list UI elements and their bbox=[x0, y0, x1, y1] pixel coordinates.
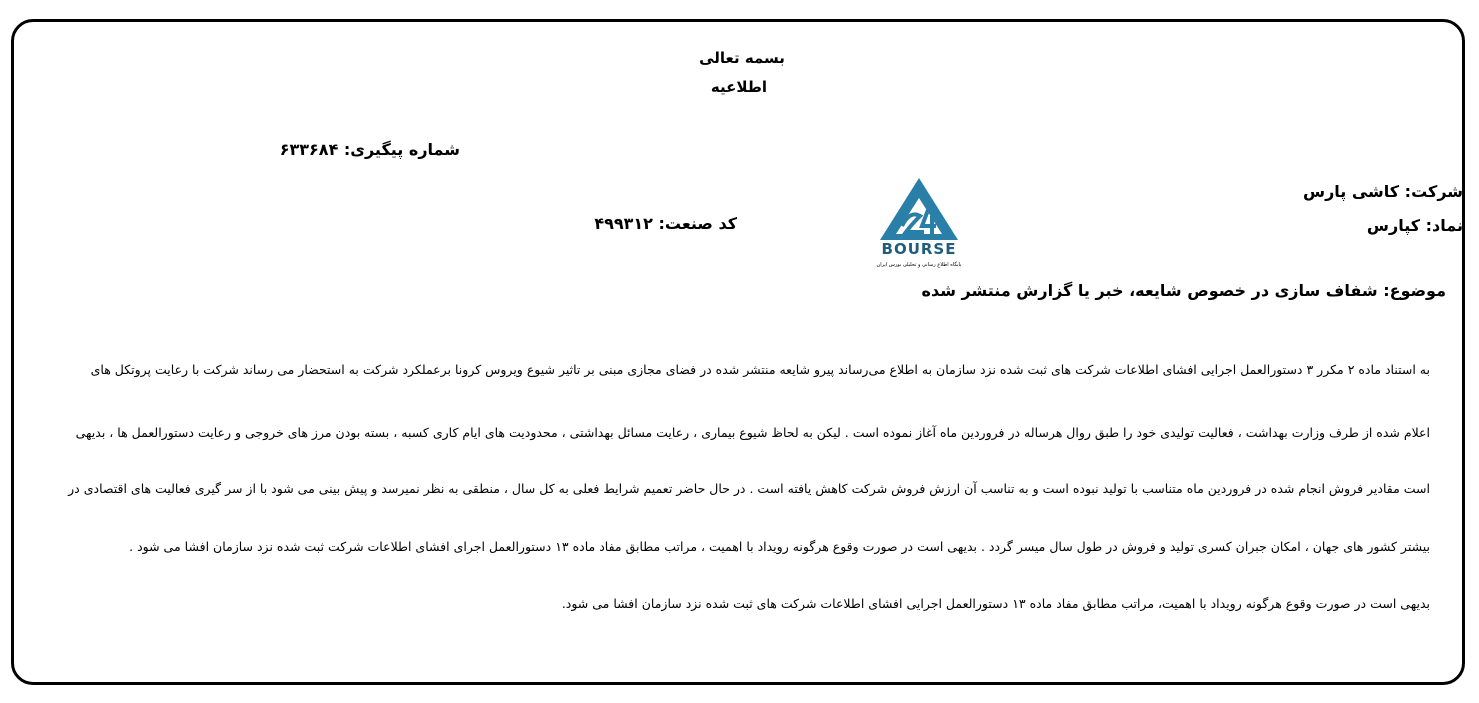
body-line-2: اعلام شده از طرف وزارت بهداشت ، فعالیت تولیدی خود را طبق روال هرساله در فروردین ماه آغاز نموده است . لیکن به لحاظ شیوع بیماری ، رعایت مسائل بهداشتی ، محدودیت های ایام کاری کسبه ، بسته بودن مرز های خروجی و رعایت دستورالعمل ها ، بدیهی bbox=[75, 425, 1430, 440]
tracking-label: شماره پیگیری: bbox=[343, 140, 460, 159]
header-basmala: بسمه تعالی bbox=[699, 49, 785, 67]
subject-value: شفاف سازی در خصوص شایعه، خبر یا گزارش منتشر شده bbox=[921, 281, 1378, 300]
company-name bbox=[1303, 182, 1463, 201]
header-notice-title: اطلاعیه bbox=[710, 78, 768, 96]
company-label: شرکت: bbox=[1404, 182, 1463, 201]
company-value: کاشی پارس bbox=[1302, 182, 1400, 201]
symbol-label: نماد: bbox=[1425, 216, 1463, 235]
body-line-1: به استناد ماده ۲ مکرر ۳ دستورالعمل اجرایی افشای اطلاعات شرکت های ثبت شده نزد سازمان به اطلاع می‌رساند پیرو شایعه منتشر شده در فضای مجازی مبنی بر تاثیر شیوع ویروس کرونا برعملکرد شرکت به استحضار می رساند شرکت با رعایت پروتکل های bbox=[90, 362, 1430, 377]
stock-symbol bbox=[1367, 216, 1463, 235]
tracking-number bbox=[280, 140, 460, 159]
body-line-4: بیشتر کشور های جهان ، امکان جبران کسری تولید و فروش در طول سال میسر گردد . بدیهی است در صورت وقوع هرگونه رویداد با اهمیت ، مراتب مطابق مفاد ماده ۱۳ دستورالعمل اجرای افشای اطلاعات شرکت ثبت شده نزد سازمان افشا می شود . bbox=[129, 539, 1430, 554]
notice-subject bbox=[922, 281, 1446, 300]
subject-label: موضوع: bbox=[1383, 281, 1446, 300]
logo-word: BOURSE bbox=[881, 240, 957, 258]
body-line-3: است مقادیر فروش انجام شده در فروردین ماه متناسب با تولید نبوده است و به تناسب آن ارزش فروش شرکت کاهش یافته است . در حال حاضر تعمیم شرایط فعلی به کل سال ، منطقی به نظر نمیرسد و پیش بینی می شود با از سر گیری فعالیت های اقتصادی در bbox=[68, 481, 1430, 496]
bourse-logo bbox=[862, 170, 976, 270]
tracking-value: ۶۳۳۶۸۴ bbox=[279, 140, 339, 159]
industry-code bbox=[594, 214, 737, 233]
industry-label: کد صنعت: bbox=[658, 214, 737, 233]
body-line-5: بدیهی است در صورت وقوع هرگونه رویداد با اهمیت، مراتب مطابق مفاد ماده ۱۳ دستورالعمل اجرایی افشای اطلاعات شرکت های ثبت شده نزد سازمان افشا می شود. bbox=[561, 596, 1430, 611]
notice-frame bbox=[11, 19, 1465, 685]
symbol-value: کپارس bbox=[1366, 216, 1421, 235]
industry-value: ۴۹۹۳۱۲ bbox=[594, 214, 653, 233]
logo-tagline: پایگاه اطلاع رسانی و تحلیلی بورس ایران bbox=[876, 262, 962, 268]
